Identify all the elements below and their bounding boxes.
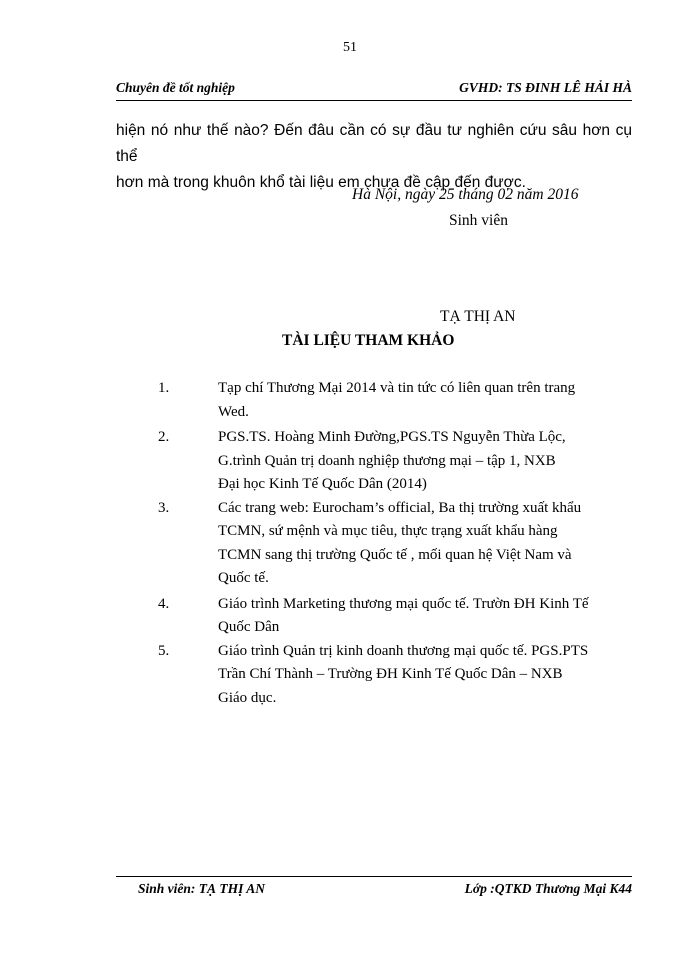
reference-line: Quốc tế. xyxy=(218,570,269,586)
page-header xyxy=(116,80,632,100)
reference-item xyxy=(116,593,632,640)
signature-name: TẠ THỊ AN xyxy=(440,308,516,325)
reference-line: Tạp chí Thương Mại 2014 và tin tức có liên quan trên trang xyxy=(218,380,576,396)
reference-number: 1. xyxy=(158,380,170,396)
footer-divider xyxy=(116,876,632,877)
reference-line: Trần Chí Thành – Trường ĐH Kinh Tế Quốc Dân – NXB xyxy=(218,666,563,682)
reference-line: Đại học Kinh Tế Quốc Dân (2014) xyxy=(218,476,427,492)
reference-line: Các trang web: Eurocham’s official, Ba thị trường xuất khẩu xyxy=(218,499,582,516)
reference-number: 3. xyxy=(158,499,170,516)
header-supervisor: GVHD: TS ĐINH LÊ HẢI HÀ xyxy=(459,80,632,95)
reference-line: PGS.TS. Hoàng Minh Đường,PGS.TS Nguyễn Thừa Lộc, xyxy=(218,429,566,445)
reference-line: Giáo trình Marketing thương mại quốc tế. Trườn ĐH Kinh Tế xyxy=(218,595,589,612)
reference-line: Quốc Dân xyxy=(218,619,280,635)
body-line: hơn mà trong khuôn khổ tài liệu em chưa đề cập đến được. xyxy=(116,174,526,191)
signature-title: Sinh viên xyxy=(449,212,508,229)
footer-class: Lớp :QTKD Thương Mại K44 xyxy=(464,881,632,896)
references-heading: TÀI LIỆU THAM KHẢO xyxy=(282,332,455,349)
reference-number: 4. xyxy=(158,595,170,612)
reference-number: 2. xyxy=(158,429,170,445)
body-paragraph xyxy=(116,118,632,196)
page-number: 51 xyxy=(343,40,357,55)
body-line: hiện nó như thế nào? Đến đâu cần có sự đầu tư nghiên cứu sâu hơn cụ thể xyxy=(116,122,632,165)
reference-line: TCMN, sứ mệnh và mục tiêu, thực trạng xuất khẩu hàng xyxy=(218,523,558,539)
reference-item xyxy=(116,426,632,497)
reference-line: TCMN sang thị trường Quốc tế , mối quan hệ Việt Nam và xyxy=(218,546,572,563)
footer-student: Sinh viên: TẠ THỊ AN xyxy=(138,881,266,896)
header-topic: Chuyên đề tốt nghiệp xyxy=(116,80,235,95)
reference-line: Giáo trình Quản trị kinh doanh thương mại quốc tế. PGS.PTS xyxy=(218,642,589,659)
page-footer xyxy=(116,881,632,901)
reference-number: 5. xyxy=(158,642,170,659)
reference-item xyxy=(116,497,632,591)
header-divider xyxy=(116,100,632,101)
reference-line: Wed. xyxy=(218,403,249,420)
reference-item xyxy=(116,377,632,424)
reference-line: G.trình Quản trị doanh nghiệp thương mại – tập 1, NXB xyxy=(218,452,556,469)
signature-date: Hà Nội, ngày 25 tháng 02 năm 2016 xyxy=(352,186,579,203)
references-list xyxy=(116,377,632,710)
reference-item xyxy=(116,640,632,711)
reference-line: Giáo dục. xyxy=(218,689,277,706)
